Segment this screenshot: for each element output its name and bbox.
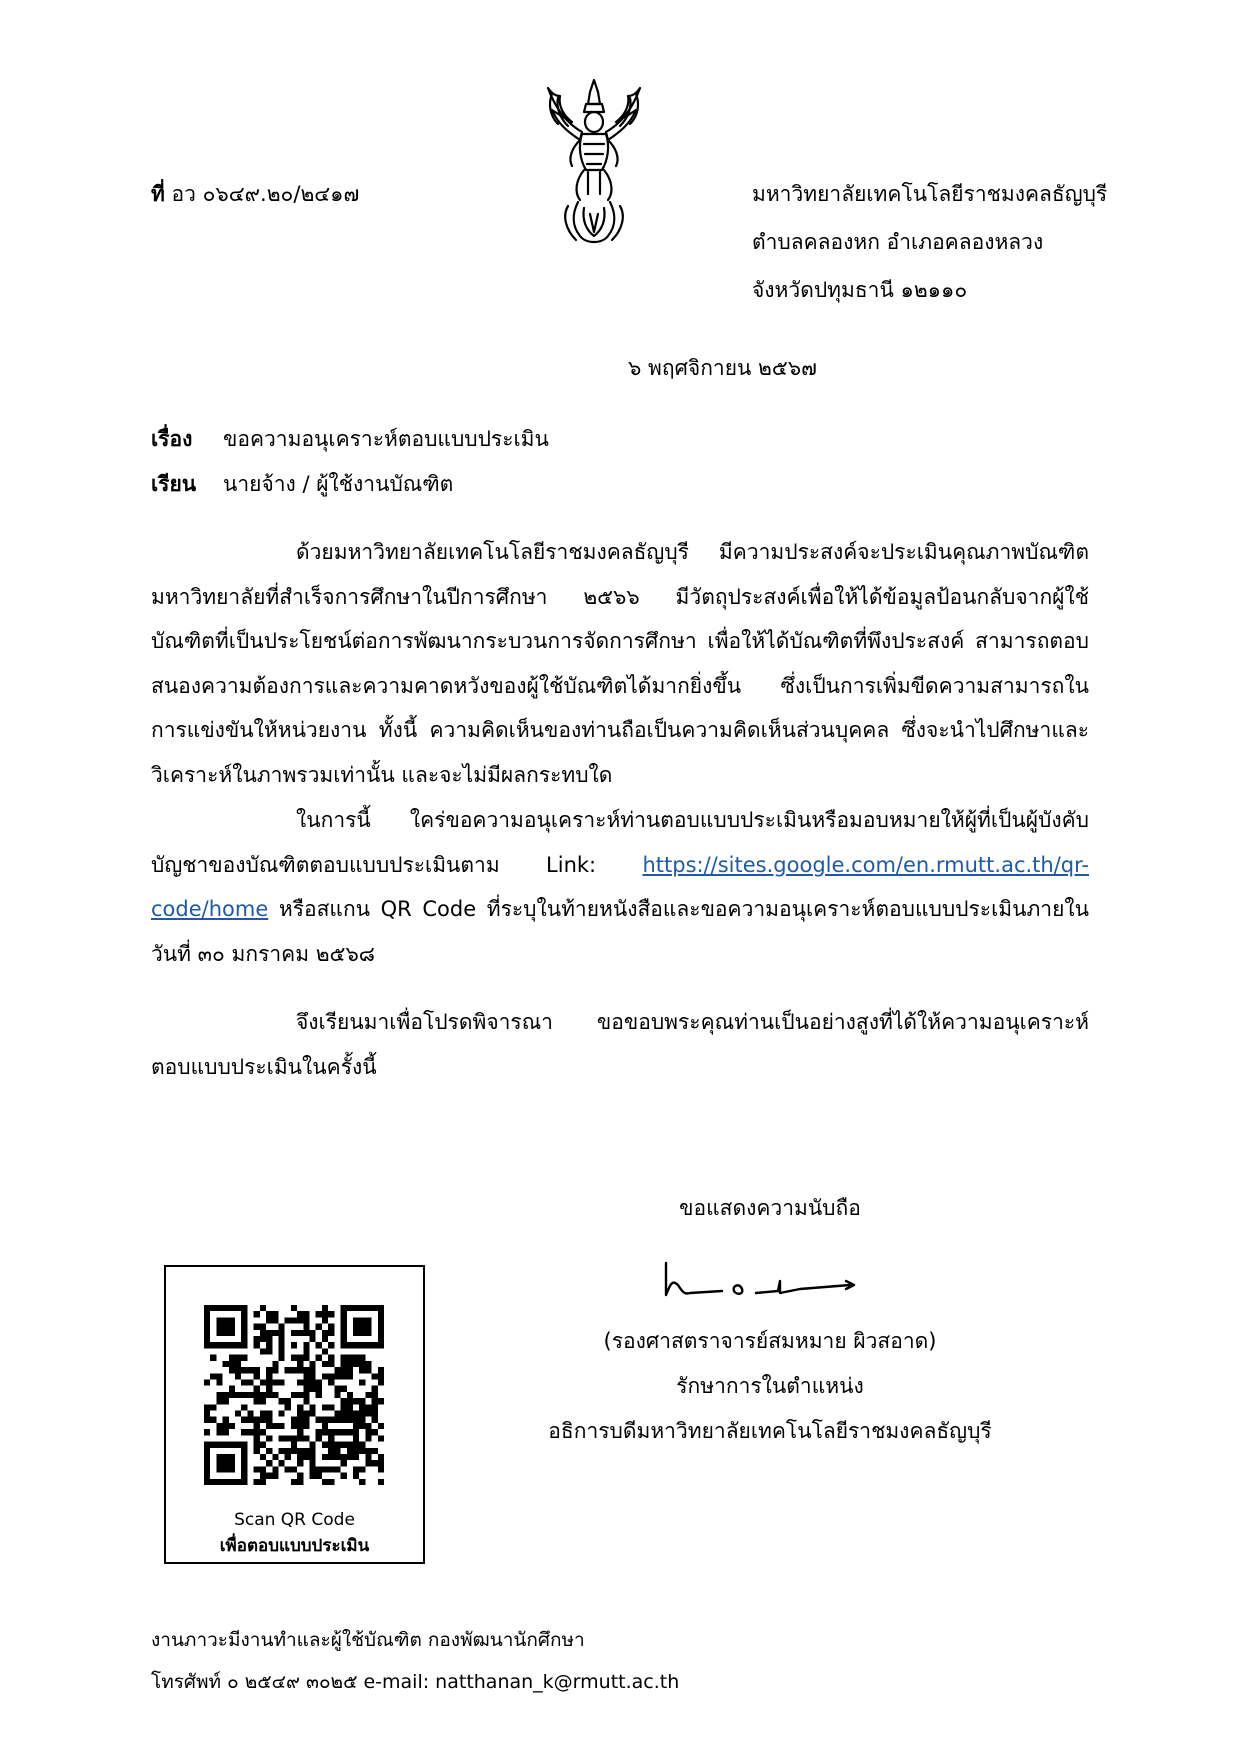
org-address: ตำบลคลองหก อำเภอคลองหลวง (752, 230, 1044, 254)
body-paragraph-3-block (151, 1000, 1089, 1089)
salutation-value: นายจ้าง / ผู้ใช้งานบัณฑิต (223, 472, 454, 496)
body-paragraph-1-block (151, 530, 1089, 797)
org-province: จังหวัดปทุมธานี ๑๒๑๑๐ (752, 278, 968, 302)
body-paragraph-3: จึงเรียนมาเพื่อโปรดพิจารณา ขอขอบพระคุณท่านเป็นอย่างสูงที่ได้ให้ความอนุเคราะห์ตอบแบบประเมินในครั้งนี้ (151, 1010, 1089, 1079)
footer-department: งานภาวะมีงานทำและผู้ใช้บัณฑิต กองพัฒนานักศึกษา (151, 1629, 585, 1651)
reference-line (151, 172, 359, 217)
survey-link[interactable]: https://sites.google.com/en.rmutt.ac.th/qr-code/home (151, 852, 1089, 921)
body-paragraph-1: ด้วยมหาวิทยาลัยเทคโนโลยีราชมงคลธัญบุรี มีความประสงค์จะประเมินคุณภาพบัณฑิตมหาวิทยาลัยที่สำเร็จการศึกษาในปีการศึกษา ๒๕๖๖ มีวัตถุประสงค์เพื่อให้ได้ข้อมูลป้อนกลับจากผู้ใช้บัณฑิตที่เป็นประโยชน์ต่อการพัฒนากระบวนการจัดการศึกษา เพื่อให้ได้บัณฑิตที่พึงประสงค์ สามารถตอบสนองความต้องการและความคาดหวังของผู้ใช้บัณฑิตได้มากยิ่งขึ้น ซึ่งเป็นการเพิ่มขีดความสามารถในการแข่งขันให้หน่วยงาน ทั้งนี้ ความคิดเห็นของท่านถือเป็นความคิดเห็นส่วนบุคคล ซึ่งจะนำไปศึกษาและวิเคราะห์ในภาพรวมเท่านั้น และจะไม่มีผลกระทบใด (151, 540, 1089, 787)
paragraph-2-text-before-link: ในการนี้ ใคร่ขอความอนุเคราะห์ท่านตอบแบบประเมินหรือมอบหมายให้ผู้ที่เป็นผู้บังคับบัญชาของบัณฑิตตอบแบบประเมินตาม Link: (151, 808, 1089, 877)
reference-label: ที่ (151, 182, 165, 206)
subject-label: เรื่อง (151, 427, 193, 451)
signer-name: (รองศาสตราจารย์สมหมาย ผิวสอาด) (603, 1329, 937, 1353)
subject-value: ขอความอนุเคราะห์ตอบแบบประเมิน (223, 427, 549, 451)
body-paragraph-2-block (151, 798, 1089, 976)
body-paragraph-2 (151, 798, 1089, 976)
qr-code-icon[interactable] (204, 1305, 384, 1485)
salutation-line (151, 462, 453, 507)
garuda-emblem-icon (538, 74, 650, 254)
qr-caption-scan: Scan QR Code (234, 1510, 355, 1530)
footer-contact: โทรศัพท์ ๐ ๒๕๔๙ ๓๐๒๕ e-mail: natthanan_k@rmutt.ac.th (151, 1671, 680, 1693)
paragraph-2-text-after-link: หรือสแกน QR Code ที่ระบุในท้ายหนังสือและขอความอนุเคราะห์ตอบแบบประเมินภายในวันที่ ๓๐ มกราคม ๒๕๖๘ (151, 897, 1089, 966)
signer-title: อธิการบดีมหาวิทยาลัยเทคโนโลยีราชมงคลธัญบุรี (548, 1419, 992, 1443)
qr-caption-purpose: เพื่อตอบแบบประเมิน (219, 1536, 370, 1556)
letter-date: ๖ พฤศจิกายน ๒๕๖๗ (628, 356, 817, 380)
salutation-label: เรียน (151, 472, 197, 496)
signature-icon (660, 1255, 880, 1305)
qr-code-box (164, 1265, 425, 1564)
subject-line (151, 417, 549, 462)
closing-regards: ขอแสดงความนับถือ (679, 1196, 861, 1220)
reference-number: อว ๐๖๔๙.๒๐/๒๔๑๗ (171, 182, 360, 206)
org-name: มหาวิทยาลัยเทคโนโลยีราชมงคลธัญบุรี (752, 182, 1108, 206)
signer-acting-position: รักษาการในตำแหน่ง (676, 1374, 864, 1398)
